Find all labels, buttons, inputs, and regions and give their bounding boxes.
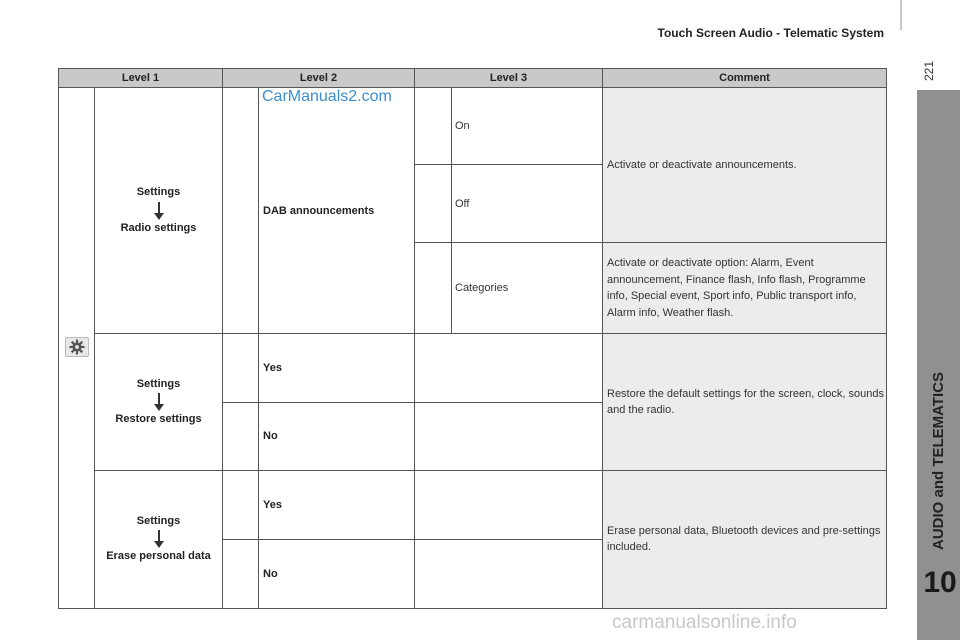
table-row — [59, 88, 887, 165]
path-radio-settings-label: Radio settings — [120, 221, 197, 234]
page-header-title: Touch Screen Audio - Telematic System — [657, 26, 884, 40]
level3-empty-cell — [415, 402, 603, 470]
watermark-top: CarManuals2.com — [262, 88, 392, 105]
table-header-row — [59, 69, 887, 88]
page-number: 221 — [922, 60, 936, 82]
level2-spacer — [223, 334, 259, 402]
comment-erase: Erase personal data, Bluetooth devices and pre-settings included. — [603, 470, 887, 608]
table-row — [59, 470, 887, 539]
column-header-comment: Comment — [603, 69, 887, 88]
settings-menu-table — [58, 68, 887, 609]
level3-spacer — [415, 243, 452, 334]
level2-spacer — [223, 470, 259, 539]
comment-restore: Restore the default settings for the screen, clock, sounds and the radio. — [603, 334, 887, 470]
dab-announcements-label: DAB announcements — [259, 88, 415, 334]
level3-empty-cell — [415, 539, 603, 608]
level2-spacer — [223, 539, 259, 608]
arrow-down-icon — [154, 393, 164, 411]
chapter-number: 10 — [923, 566, 957, 599]
level1-icon-cell — [59, 88, 95, 609]
level3-spacer — [415, 165, 452, 243]
comment-categories: Activate or deactivate option: Alarm, Event announcement, Finance flash, Info flash, Programme info, Special event, Sport info, Public transport info, Alarm info, Weather flash. — [603, 243, 887, 334]
path-restore-settings-label: Restore settings — [115, 413, 202, 426]
level2-spacer — [223, 88, 259, 334]
level3-empty-cell — [415, 334, 603, 402]
section-label — [930, 530, 947, 550]
watermark-bottom: carmanualsonline.info — [612, 612, 797, 633]
level2-spacer — [223, 402, 259, 470]
radio-settings-path — [95, 88, 223, 334]
option-off-label: Off — [452, 165, 603, 243]
arrow-down-icon — [154, 202, 164, 220]
column-header-level1: Level 1 — [59, 69, 223, 88]
path-erase-data-label: Erase personal data — [106, 550, 211, 563]
column-header-level3: Level 3 — [415, 69, 603, 88]
erase-yes-label: Yes — [259, 470, 415, 539]
erase-no-label: No — [259, 539, 415, 608]
restore-settings-path — [95, 334, 223, 470]
option-on-label: On — [452, 88, 603, 165]
header-divider — [900, 0, 902, 30]
option-categories-label: Categories — [452, 243, 603, 334]
restore-no-label: No — [259, 402, 415, 470]
settings-gear-icon — [65, 337, 89, 357]
path-settings-label: Settings — [136, 186, 181, 199]
comment-announcements: Activate or deactivate announcements. — [603, 88, 887, 243]
table-row — [59, 334, 887, 402]
restore-yes-label: Yes — [259, 334, 415, 402]
erase-data-path — [95, 470, 223, 608]
arrow-down-icon — [154, 530, 164, 548]
path-settings-label: Settings — [136, 514, 181, 527]
level3-spacer — [415, 88, 452, 165]
chapter-sidebar — [917, 90, 960, 640]
column-header-level2: Level 2 — [223, 69, 415, 88]
path-settings-label: Settings — [136, 377, 181, 390]
level3-empty-cell — [415, 470, 603, 539]
